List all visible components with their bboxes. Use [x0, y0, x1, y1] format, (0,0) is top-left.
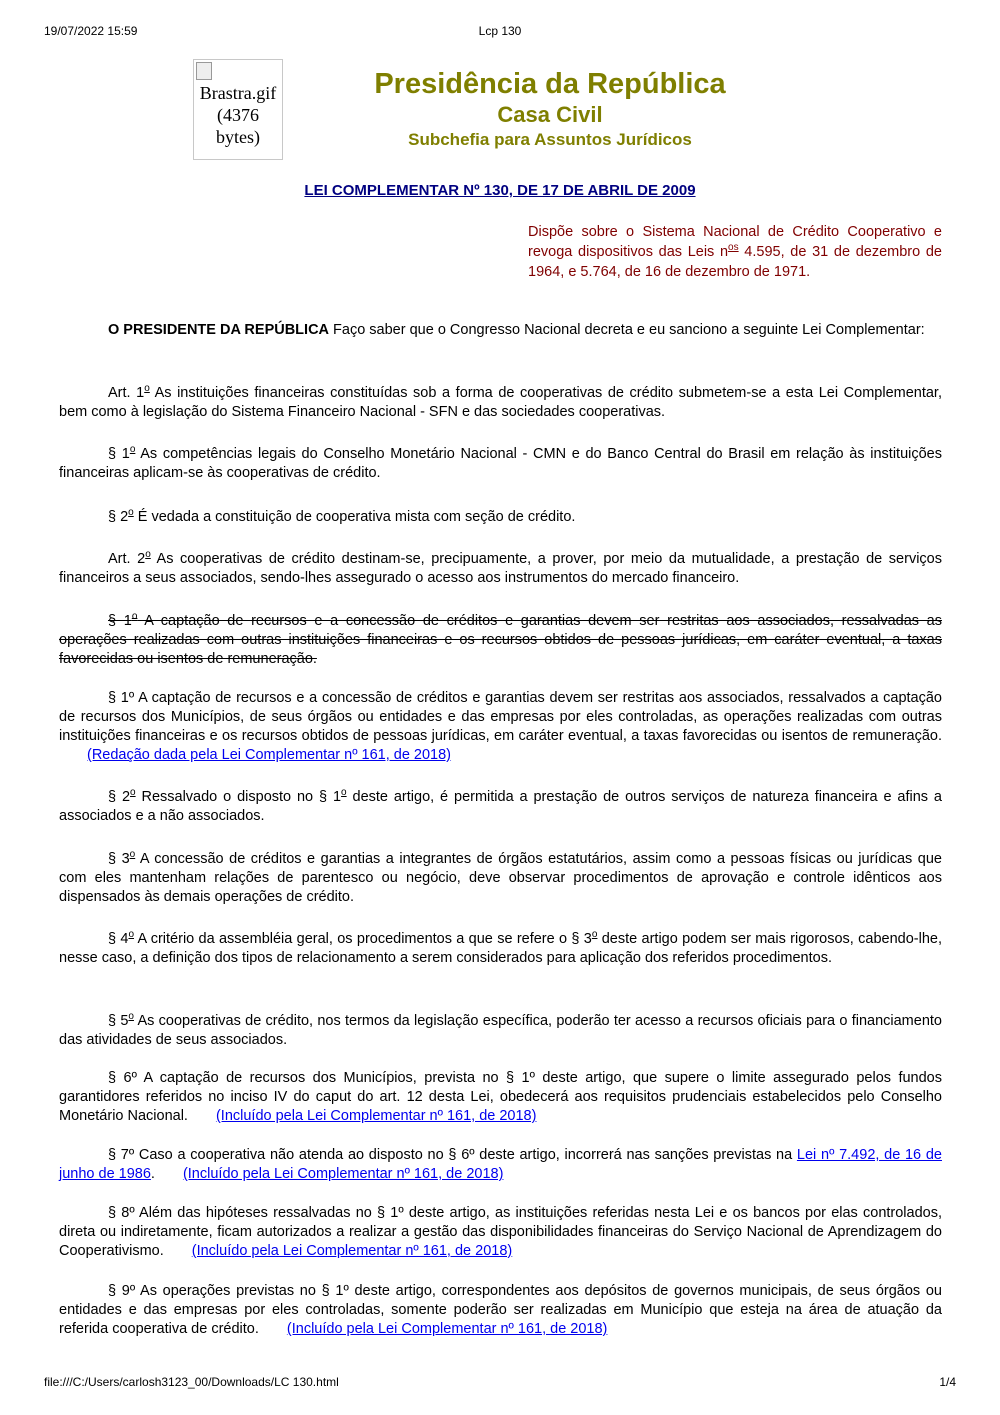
amendment-link[interactable]: (Incluído pela Lei Complementar nº 161, de 2018) [182, 1166, 504, 1182]
amendment-link[interactable]: (Incluído pela Lei Complementar nº 161, de 2018) [215, 1108, 537, 1124]
art2-p3-text: A concessão de créditos e garantias a integrantes de órgãos estatutários, assim como a pessoas físicas ou jurídicas que com eles mantenham relações de parentesco ou negócio, deve observar procedimentos de aprovação e controle idênticos aos dispensados às demais operações de crédito. [59, 851, 942, 905]
art2-p2-prefix: § 2 [108, 789, 131, 805]
print-footer [44, 1375, 956, 1391]
art1-p2-sup: o [128, 507, 134, 518]
art1-prefix: Art. 1 [108, 385, 145, 401]
art1-text: As instituições financeiras constituídas sob a forma de cooperativas de crédito submetem-se a esta Lei Complementar, bem como à legislação do Sistema Financeiro Nacional - SFN e das sociedades cooperativas. [59, 385, 942, 420]
ementa-text-end: 4.595, de 31 de dezembro de 1964, e 5.764, de 16 de dezembro de 1971. [528, 244, 942, 280]
header-casa-civil: Casa Civil [497, 102, 603, 127]
art1-p1-text: As competências legais do Conselho Monetário Nacional - CMN e do Banco Central do Brasil em relação às instituições financeiras aplicam-se às cooperativas de crédito. [59, 446, 942, 481]
art2-p2-text: Ressalvado o disposto no § 1 [135, 789, 342, 805]
logo-alt-text: Brastra.gif (4376 bytes) [199, 83, 277, 147]
art2-p4-prefix: § 4 [108, 931, 129, 947]
art2-p2-sup: o [130, 787, 136, 798]
art1-p2-prefix: § 2 [108, 509, 129, 525]
art2-paragraph-1-revoked [59, 612, 942, 669]
header-presidencia: Presidência da República [374, 68, 726, 100]
art1-p2-text: É vedada a constituição de cooperativa mista com seção de crédito. [133, 509, 576, 525]
art2-p4-text: A critério da assembléia geral, os procedimentos a que se refere o § 3 [134, 931, 592, 947]
amendment-link[interactable]: (Incluído pela Lei Complementar nº 161, de 2018) [286, 1321, 608, 1337]
art1-p1-prefix: § 1 [108, 446, 130, 462]
art2-p3-sup: o [129, 849, 136, 860]
art2-p1-revoked-sup: o [131, 611, 138, 622]
art2-paragraph-5 [59, 1012, 942, 1050]
art1-p1-sup: o [129, 444, 136, 455]
art2-p4-sup: o [128, 929, 135, 940]
art1-paragraph-2 [59, 508, 942, 527]
art2-p2-text-end: deste artigo, é permitida a prestação de outros serviços de natureza financeira e afins a associados e a não associados. [59, 789, 942, 824]
art2-paragraph-7 [59, 1146, 942, 1184]
art2-p7-period: . [150, 1166, 155, 1182]
art2-p1-revoked-text: A captação de recursos e a concessão de créditos e garantias devem ser restritas aos associados, ressalvadas as operações realizadas com outras instituições financeiras e os recursos obtidos de pessoas jurídicas, em caráter eventual, a taxas favorecidas ou isentos de remuneração. [59, 613, 942, 667]
art2-paragraph-4 [59, 930, 942, 968]
art2-p5-text: As cooperativas de crédito, nos termos da legislação específica, poderão ter acesso a recursos oficiais para o financiamento das atividades de seus associados. [59, 1013, 942, 1048]
brasao-image-placeholder [193, 59, 283, 160]
law-title-link[interactable]: LEI COMPLEMENTAR Nº 130, DE 17 DE ABRIL DE 2009 [304, 182, 696, 199]
broken-image-icon [196, 62, 212, 80]
amendment-link[interactable]: (Incluído pela Lei Complementar nº 161, de 2018) [191, 1243, 513, 1259]
print-page-title: Lcp 130 [478, 24, 522, 38]
art2-sup: o [145, 549, 151, 560]
art2-prefix: Art. 2 [108, 551, 146, 567]
art2-paragraph-1 [59, 689, 942, 765]
art2-p2-sup2: o [341, 787, 347, 798]
article-2 [59, 550, 942, 588]
page-number: 1/4 [939, 1375, 956, 1389]
art2-paragraph-6 [59, 1069, 942, 1126]
preamble-text: Faço saber que o Congresso Nacional decreta e eu sanciono a seguinte Lei Complementar: [329, 322, 925, 338]
art2-p6-text: § 6º A captação de recursos dos Municípios, prevista no § 1º deste artigo, que supere o limite assegurado pelos fundos garantidores referidos no inciso IV do caput do art. 12 desta Lei, obedecerá aos requisitos prudenciais estabelecidos pelo Conselho Monetário Nacional. [59, 1070, 942, 1124]
amendment-link[interactable]: (Redação dada pela Lei Complementar nº 161, de 2018) [87, 747, 452, 763]
file-path: file:///C:/Users/carlosh3123_00/Downloads/LC 130.html [44, 1375, 339, 1389]
ementa-text: Dispõe sobre o Sistema Nacional de Crédito Cooperativo e revoga dispositivos das Leis n [528, 224, 942, 260]
art2-p1-text: § 1º A captação de recursos e a concessão de créditos e garantias devem ser restritas aos associados, ressalvados a captação de recursos dos Municípios, de seus órgãos ou entidades e das empresas por eles controladas, as operações realizadas com outras instituições financeiras e os recursos obtidos de pessoas jurídicas, em caráter eventual, a taxas favorecidas ou isentos de remuneração. [59, 690, 942, 744]
art1-sup: o [144, 383, 150, 394]
print-datetime: 19/07/2022 15:59 [44, 24, 138, 38]
art1-paragraph-1 [59, 445, 942, 483]
art2-p4-text-end: deste artigo podem ser mais rigorosos, cabendo-lhe, nesse caso, a definição dos tipos de relacionamento a serem considerados para aplicação dos referidos procedimentos. [59, 931, 942, 966]
art2-paragraph-8 [59, 1204, 942, 1261]
art2-p3-prefix: § 3 [108, 851, 130, 867]
preamble-bold: O PRESIDENTE DA REPÚBLICA [108, 322, 330, 338]
art2-p8-text: § 8º Além das hipóteses ressalvadas no § 1º deste artigo, as instituições referidas nesta Lei e os bancos por elas controlados, direta ou indiretamente, ficam autorizados a realizar a gestão das disponibilidades financeiras do Serviço Nacional de Aprendizagem do Cooperativismo. [59, 1205, 942, 1259]
ementa-sup: os [728, 242, 739, 253]
art2-text: As cooperativas de crédito destinam-se, precipuamente, a prover, por meio da mutualidade, a prestação de serviços financeiros a seus associados, sendo-lhes assegurado o acesso aos instrumentos do mercado financeiro. [59, 551, 942, 586]
art2-paragraph-2 [59, 788, 942, 826]
art2-paragraph-3 [59, 850, 942, 907]
art2-paragraph-9 [59, 1282, 942, 1339]
ementa [528, 222, 942, 282]
law-7492-link[interactable]: Lei nº 7.492, de 16 de junho de 1986 [59, 1147, 942, 1182]
art2-p9-text: § 9º As operações previstas no § 1º deste artigo, correspondentes aos depósitos de governos municipais, de seus órgãos ou entidades e das empresas por eles controladas, somente poderão ser realizadas em Município que esteja na área de atuação da referida cooperativa de crédito. [59, 1283, 942, 1337]
art2-p5-sup: o [128, 1011, 134, 1022]
art2-p4-sup2: o [591, 929, 598, 940]
art2-p5-prefix: § 5 [108, 1013, 129, 1029]
print-header [44, 24, 956, 42]
preamble [59, 321, 942, 340]
header-subchefia: Subchefia para Assuntos Jurídicos [408, 130, 692, 149]
article-1 [59, 384, 942, 422]
art2-p7-text: § 7º Caso a cooperativa não atenda ao disposto no § 6º deste artigo, incorrerá nas sanções previstas na [108, 1147, 797, 1163]
art2-p1-revoked-prefix: § 1 [108, 613, 132, 629]
